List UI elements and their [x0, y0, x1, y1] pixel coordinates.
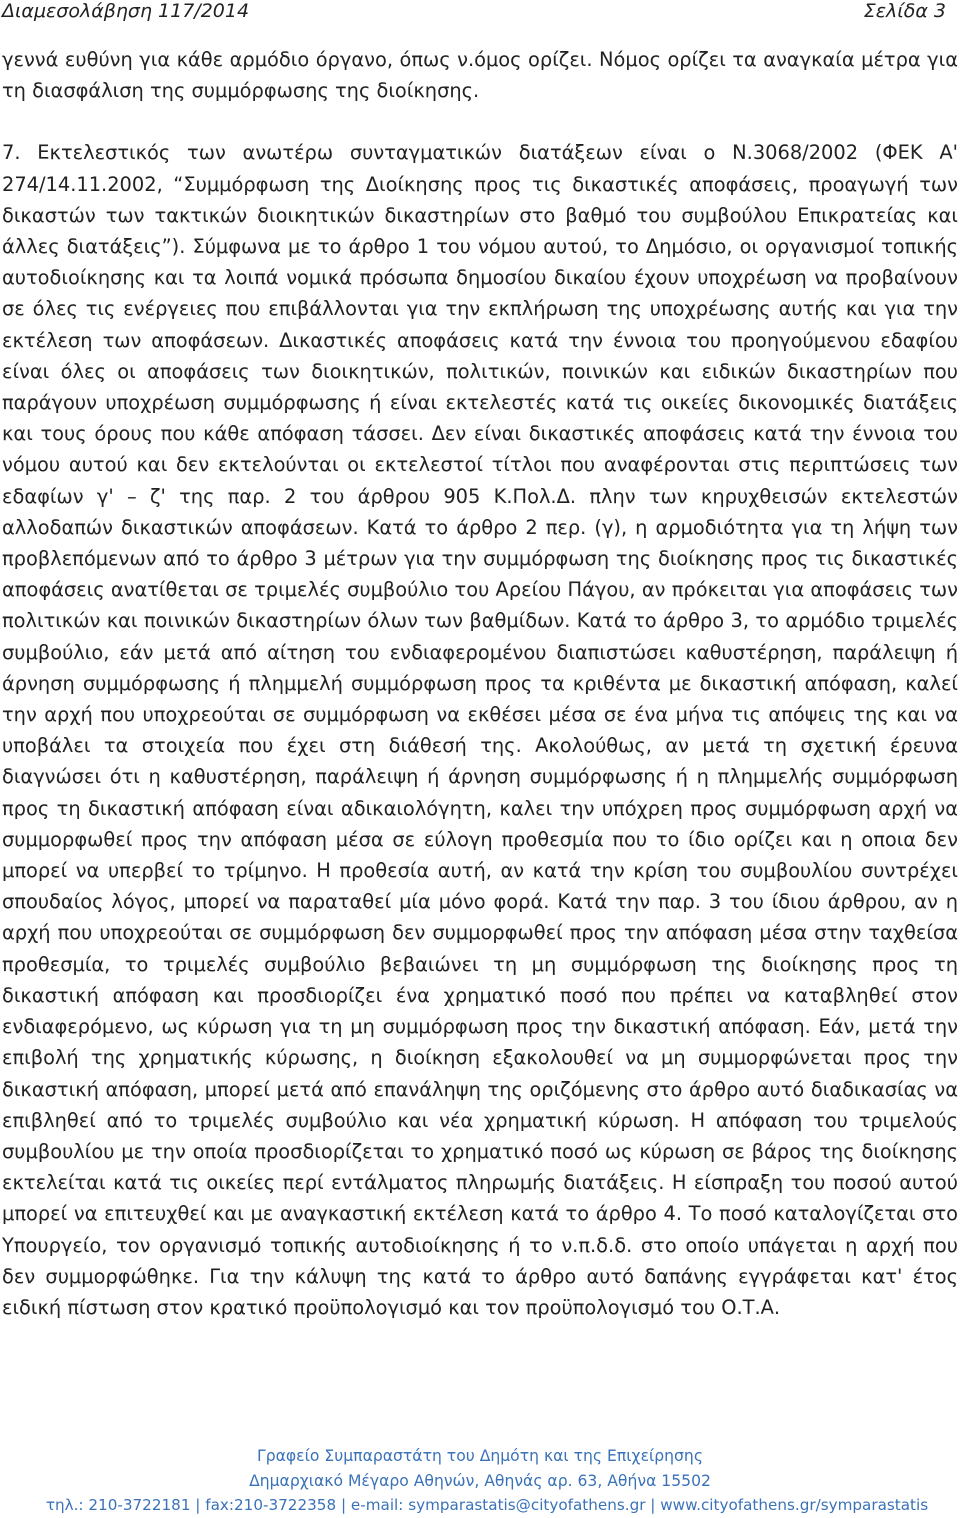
document-body: [2, 44, 958, 1323]
footer-contacts: τηλ.: 210-3722181 | fax:210-3722358 | e-mail: symparastatis@cityofathens.gr | www.cityofathens.gr/symparastatis: [45, 1496, 929, 1514]
paragraph-continuation: γεννά ευθύνη για κάθε αρμόδιο όργανο, όπως ν.όμος ορίζει. Νόμος ορίζει τα αναγκαία μέτρα για τη διασφάλιση της συμμόρφωσης της διοίκησης.: [2, 48, 958, 103]
page-footer: [0, 1444, 960, 1518]
page-header: [0, 0, 960, 22]
page-number: Σελίδα 3: [863, 0, 946, 22]
document-reference: Διαμεσολάβηση 117/2014: [2, 0, 250, 22]
footer-office: Γραφείο Συμπαραστάτη του Δημότη και της Επιχείρησης: [257, 1447, 703, 1465]
footer-address: Δημαρχιακό Μέγαρο Αθηνών, Αθηνάς αρ. 63, Αθήνα 15502: [249, 1471, 711, 1490]
paragraph-7: 7. Εκτελεστικός των ανωτέρω συνταγματικών διατάξεων είναι ο Ν.3068/2002 (ΦΕΚ Α' 274/14.11.2002, “Συμμόρφωση της Διοίκησης προς τις δικαστικές αποφάσεις, προαγωγή των δικαστών των τακτικών διοικητικών δικαστηρίων στο βαθμό του συμβούλου Επικρατείας και άλλες διατάξεις”). Σύμφωνα με το άρθρο 1 του νόμου αυτού, το Δημόσιο, οι οργανισμοί τοπικής αυτοδιοίκησης και τα λοιπά νομικά πρόσωπα δημοσίου δικαίου έχουν υποχρέωση να προβαίνουν σε όλες τις ενέργειες που επιβάλλονται για την εκπλήρωση της υποχρέωσης αυτής και για την εκτέλεση των αποφάσεων. Δικαστικές αποφάσεις κατά την έννοια του προηγούμενου εδαφίου είναι όλες οι αποφάσεις των διοικητικών, πολιτικών, ποινικών και ειδικών δικαστηρίων που παράγουν υποχρέωση συμμόρφωσης ή είναι εκτελεστές κατά τις οικείες δικονομικές διατάξεις και τους όρους που κάθε απόφαση τάσσει. Δεν είναι δικαστικές αποφάσεις κατά την έννοια του νόμου αυτού και δεν εκτελούνται οι εκτελεστοί τίτλοι που αναφέρονται στις περιπτώσεις των εδαφίων γ' – ζ' της παρ. 2 του άρθρου 905 Κ.Πολ.Δ. πλην των κηρυχθεισών εκτελεστών αλλοδαπών δικαστικών αποφάσεων. Κατά το άρθρο 2 περ. (γ), η αρμοδιότητα για τη λήψη των προβλεπόμενων από το άρθρο 3 μέτρων για την συμμόρφωση της διοίκησης προς τις δικαστικές αποφάσεις ανατίθεται σε τριμελές συμβούλιο του Αρείου Πάγου, αν πρόκειται για αποφάσεις των πολιτικών και ποινικών δικαστηρίων όλων των βαθμίδων. Κατά το άρθρο 3, το αρμόδιο τριμελές συμβούλιο, εάν μετά από αίτηση του ενδιαφερομένου διαπιστώσει καθυστέρηση, παράλειψη ή άρνηση συμμόρφωσης ή πλημμελή συμμόρφωση προς τα κριθέντα με δικαστική απόφαση, καλεί την αρχή που υποχρεούται σε συμμόρφωση να εκθέσει μέσα σε ένα μήνα τις απόψεις της και να υποβάλει τα στοιχεία που έχει στη διάθεσή της. Ακολούθως, αν μετά τη σχετική έρευνα διαγνώσει ότι η καθυστέρηση, παράλειψη ή άρνηση συμμόρφωσης ή η πλημμελής συμμόρφωση προς τη δικαστική απόφαση είναι αδικαιολόγητη, καλει την υπόχρεη προς συμμόρφωση αρχή να συμμορφωθεί προς την απόφαση μέσα σε εύλογη προθεσμία που το ίδιο ορίζει και η οποια δεν μπορεί να υπερβεί το τρίμηνο. Η προθεσία αυτή, αν κατά την κρίση του συμβουλίου συντρέχει σπουδαίος λόγος, μπορεί να παραταθεί μία μόνο φορά. Κατά την παρ. 3 του ίδιου άρθρου, αν η αρχή που υποχρεούται σε συμμόρφωση δεν συμμορφωθεί προς την απόφαση μέσα στην ταχθείσα προθεσμία, το τριμελές συμβούλιο βεβαιώνει τη μη συμμόρφωση της διοίκησης προς τη δικαστική απόφαση και προσδιορίζει ένα χρηματικό ποσό που πρέπει να καταβληθεί στον ενδιαφερόμενο, ως κύρωση για τη μη συμμόρφωση προς την δικαστική απόφαση. Εάν, μετά την επιβολή της χρηματικής κύρωσης, η διοίκηση εξακολουθεί να μη συμμορφώνεται προς την δικαστική απόφαση, μπορεί μετά από επανάληψη της οριζόμενης στο άρθρο αυτό διαδικασίας να επιβληθεί από το τριμελές συμβούλιο και νέα χρηματική κύρωση. Η απόφαση του τριμελούς συμβουλίου με την οποία προσδιορίζεται το χρηματικό ποσό ως κύρωση σε βάρος της διοίκησης εκτελείται κατά τις οικείες περί εντάλματος πληρωμής διατάξεις. Η είσπραξη του ποσού αυτού μπορεί να επιτευχθεί και με αναγκαστική εκτέλεση κατά το άρθρο 4. Το ποσό καταλογίζεται στο Υπουργείο, τον οργανισμό τοπικής αυτοδιοίκησης ή το ν.π.δ.δ. στο οποίο υπάγεται η αρχή που δεν συμμορφώθηκε. Για την κάλυψη της κατά το άρθρο αυτό δαπάνης εγγράφεται κατ' έτος ειδική πίστωση στον κρατικό προϋπολογισμό και τον προϋπολογισμό του Ο.Τ.Α.: [2, 141, 958, 1319]
